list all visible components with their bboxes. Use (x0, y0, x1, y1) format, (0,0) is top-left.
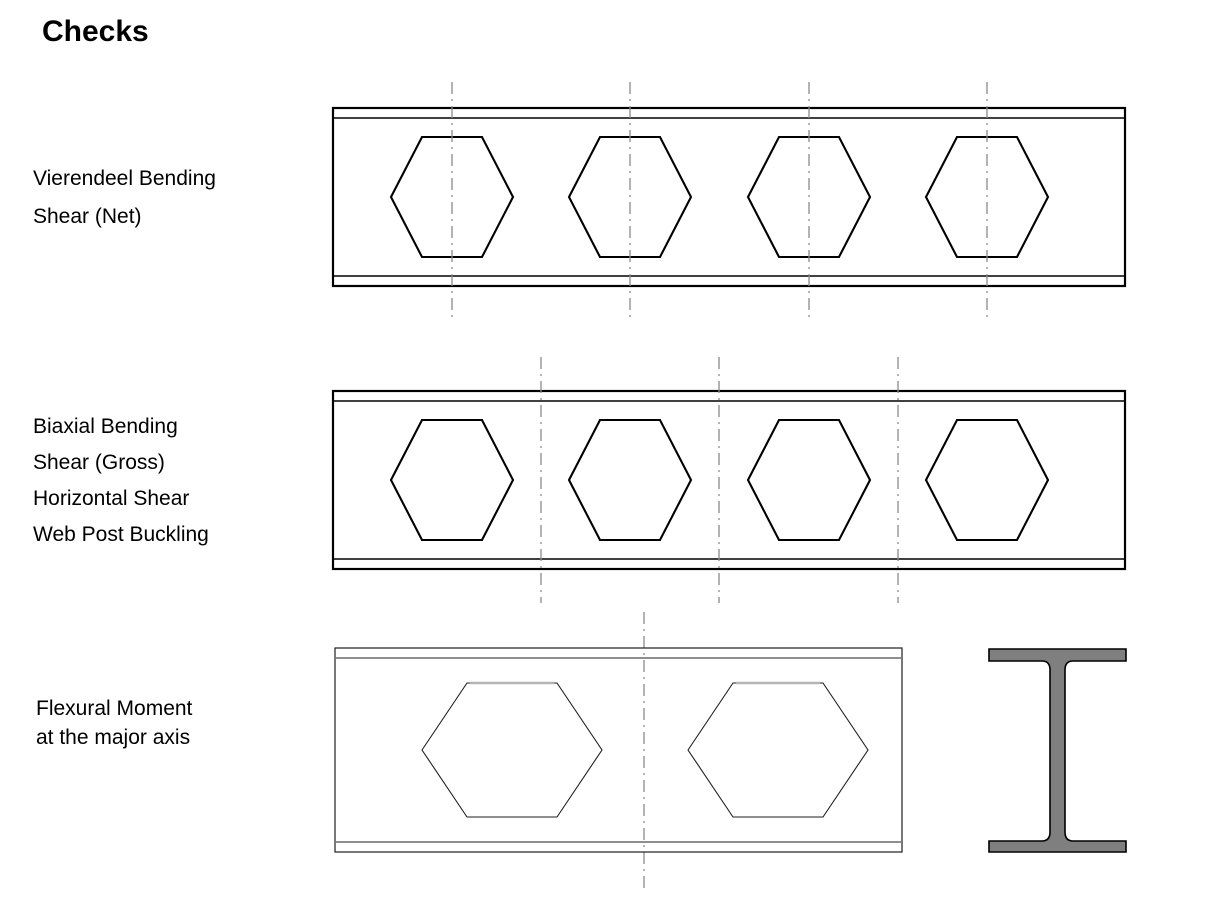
page-title: Checks (42, 15, 149, 48)
hexagonal-opening (391, 420, 513, 540)
hexagonal-opening (926, 420, 1048, 540)
i-section-shape (989, 649, 1126, 852)
beam-outline (333, 391, 1125, 569)
check-label: Horizontal Shear (33, 487, 190, 510)
check-label: Web Post Buckling (33, 523, 209, 546)
beam-row-1 (333, 82, 1125, 322)
hexagonal-opening (422, 683, 602, 817)
hexagonal-opening (688, 683, 868, 817)
hexagonal-opening (569, 420, 691, 540)
hexagonal-opening (748, 420, 870, 540)
beam-row-2 (333, 357, 1125, 603)
check-label: Shear (Net) (33, 205, 142, 228)
i-beam-cross-section (989, 649, 1126, 852)
beam-outline (335, 648, 902, 852)
check-label: Flexural Moment (36, 697, 193, 720)
check-label: Biaxial Bending (33, 415, 178, 438)
beam-row-3 (335, 612, 902, 888)
check-label: Shear (Gross) (33, 451, 165, 474)
check-label: at the major axis (36, 726, 191, 749)
check-label: Vierendeel Bending (33, 167, 216, 190)
